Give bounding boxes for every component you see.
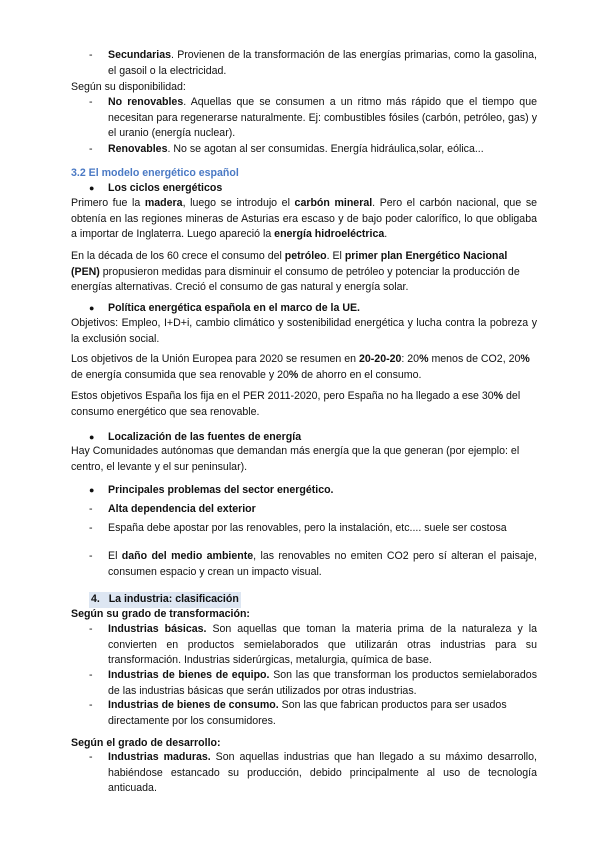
- list-dash: -: [89, 751, 93, 763]
- list-dash: -: [89, 503, 93, 515]
- bullet-icon: ●: [89, 183, 95, 193]
- list-item-renovables: Renovables. No se agotan al ser consumidas. Energía hidráulica,solar, eólica...: [108, 143, 484, 155]
- list-item-basicas: Industrias básicas. Son aquellas que toman la materia prima de la naturaleza y la convierten en productos semielaborados que utilizarán otras industrias para su transformación. Industrias siderúrgicas, metalurgia, química de base.: [108, 623, 537, 667]
- list-dash: -: [89, 550, 93, 562]
- bullet-title-politica: Política energética española en el marco de la UE.: [108, 302, 360, 314]
- paragraph-ciclos-1: Primero fue la madera, luego se introdujo el carbón mineral. Pero el carbón nacional, que se obtenía en las regiones mineras de Asturias era escaso y de bajo poder calorífico, lo que obligaba a importar de Inglaterra. Luego apareció la energía hidroeléctrica.: [71, 197, 538, 241]
- list-item-medio-ambiente: El daño del medio ambiente, las renovables no emiten CO2 pero sí alteran el paisaje, consumen espacio y crean un impacto visual.: [108, 550, 537, 578]
- bullet-icon: ●: [89, 432, 95, 442]
- bullet-icon: ●: [89, 485, 95, 495]
- list-dash: -: [89, 522, 93, 534]
- list-item-renovables-costosa: España debe apostar por las renovables, pero la instalación, etc.... suele ser costosa: [108, 522, 507, 534]
- paragraph-objetivos: Objetivos: Empleo, I+D+i, cambio climático y sostenibilidad energética y lucha contra la pobreza y la exclusión social.: [71, 317, 537, 345]
- list-item-no-renovables: No renovables. Aquellas que se consumen a un ritmo más rápido que el tiempo que necesitan para regenerarse naturalmente. Ej: combustibles fósiles (carbón, petróleo, gas) y el uranio (energía nuclear).: [108, 96, 537, 140]
- heading-transformacion: Según su grado de transformación:: [71, 608, 250, 620]
- list-dash: -: [89, 49, 93, 61]
- list-dash: -: [89, 699, 93, 711]
- list-dash: -: [89, 669, 93, 681]
- paragraph-per: Estos objetivos España los fija en el PER 2011-2020, pero España no ha llegado a ese 30% del consumo energético que sea renovable.: [71, 390, 521, 418]
- disponibilidad-intro: Según su disponibilidad:: [71, 81, 186, 93]
- bullet-title-ciclos: Los ciclos energéticos: [108, 182, 223, 194]
- heading-desarrollo: Según el grado de desarrollo:: [71, 737, 221, 749]
- list-dash: -: [89, 96, 93, 108]
- list-item-dependencia: Alta dependencia del exterior: [108, 503, 256, 515]
- list-item-maduras: Industrias maduras. Son aquellas industrias que han llegado a su máximo desarrollo, habiéndose estancado su producción, debido principalmente al uso de tecnología anticuada.: [108, 751, 537, 795]
- list-item-bienes-consumo: Industrias de bienes de consumo. Son las que fabrican productos para ser usados directamente por los consumidores.: [108, 699, 507, 727]
- list-dash: -: [89, 623, 93, 635]
- section-heading-3-2: 3.2 El modelo energético español: [71, 167, 239, 179]
- list-item-secundarias: Secundarias. Provienen de la transformación de las energías primarias, como la gasolina, el gasoil o la electricidad.: [108, 49, 537, 77]
- paragraph-localizacion: Hay Comunidades autónomas que demandan más energía que la que generan (por ejemplo: el centro, el levante y el sur peninsular).: [71, 445, 520, 473]
- bullet-icon: ●: [89, 303, 95, 313]
- list-item-bienes-equipo: Industrias de bienes de equipo. Son las que transforman los productos semielaborados de las industrias básicas que serán utilizados por otras industrias.: [108, 669, 537, 697]
- paragraph-ue-2020: Los objetivos de la Unión Europea para 2020 se resumen en 20-20-20: 20% menos de CO2, 20% de energía consumida que sea renovable y 20% de ahorro en el consumo.: [71, 353, 530, 381]
- paragraph-ciclos-2: En la década de los 60 crece el consumo del petróleo. El primer plan Energético Nacional (PEN) propusieron medidas para disminuir el consumo de petróleo y potenciar la producción de energías alternativas. Creció el consumo de gas natural y energía solar.: [71, 250, 520, 294]
- bullet-title-localizacion: Localización de las fuentes de energía: [108, 431, 302, 443]
- bullet-title-problemas: Principales problemas del sector energético.: [108, 484, 334, 496]
- list-dash: -: [89, 143, 93, 155]
